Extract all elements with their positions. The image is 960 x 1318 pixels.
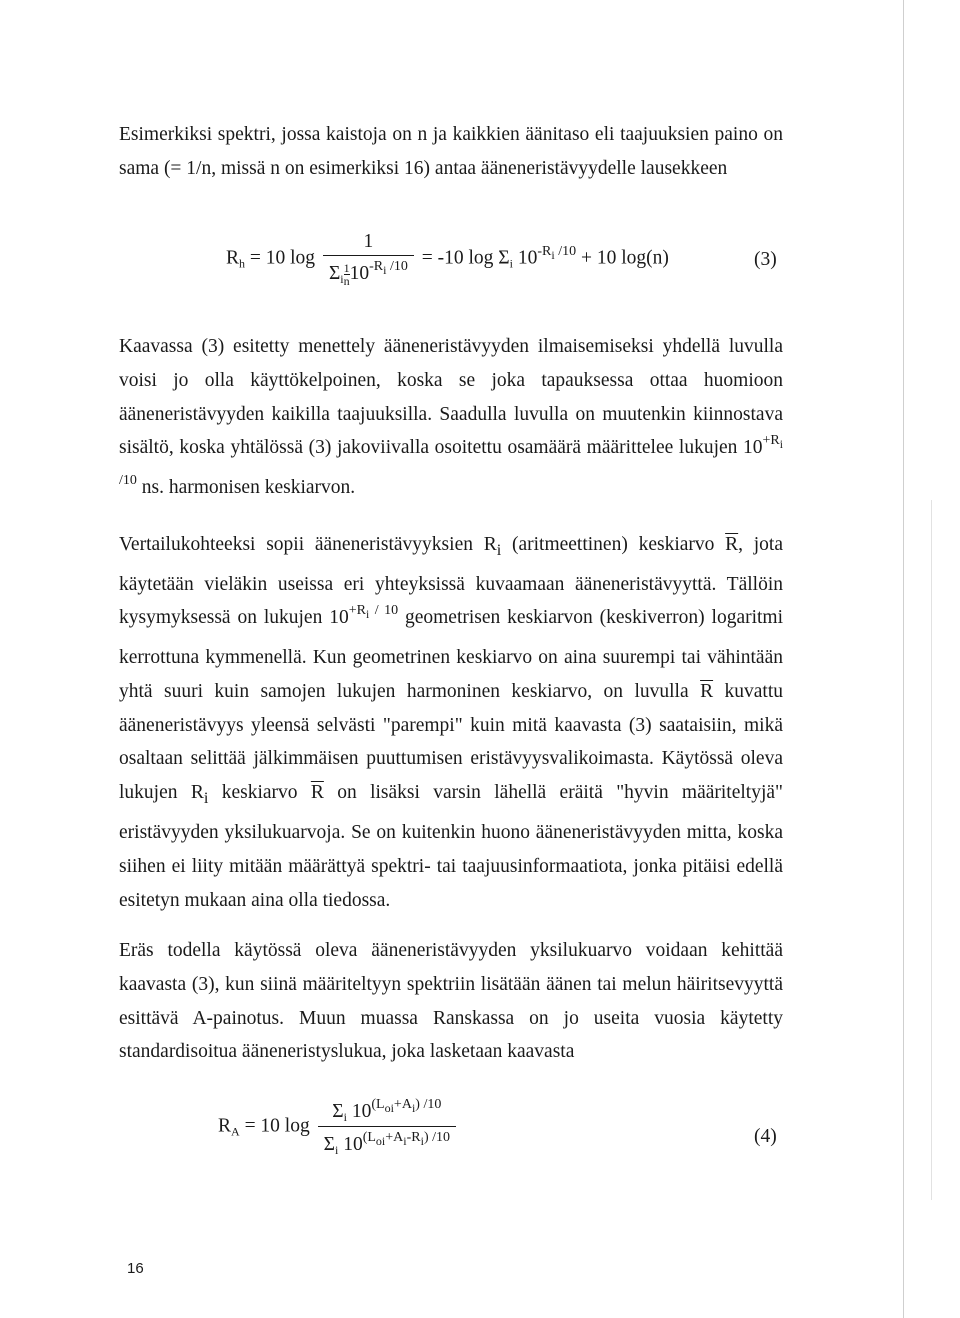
eq3-rhs-sum: Σ xyxy=(498,247,510,269)
eq4-denominator xyxy=(318,1126,456,1156)
power-text: +R xyxy=(348,603,366,619)
eq3-numerator: 1 xyxy=(363,231,374,252)
paragraph-text: Esimerkiksi spektri, jossa kaistoja on n ja kaikkien äänitaso eli taajuuksien paino on sama (= 1/n, missä n on esimerkiksi 16) antaa ääneneristävyydelle lausekkeen xyxy=(119,124,783,179)
power-sub: i xyxy=(779,438,783,452)
eq4-num-power-sub: oi xyxy=(384,1101,394,1115)
eq3-sum-symbol: Σ xyxy=(328,262,341,284)
r-bar: $\overline{R}$ xyxy=(310,782,324,804)
eq3-denominator xyxy=(323,255,414,287)
paragraph-text: Kaavassa (3) esitetty menettely ääneneristävyyden ilmaisemiseksi yhdellä luvulla voisi jo olla käyttökelpoinen, koska se joka tapauksessa ottaa huomioon ääneneristävyyden kaikilla taajuuksilla. Saadulla luvulla on muutenkin kiinnostava sisältö, koska yhtälössä (3) jakoviivalla osoitettu osamäärä määrittelee lukujen 10 xyxy=(119,336,783,459)
paragraph-text: geometrisen keskiarvon (keskiverron) logaritmi kerrottuna kymmenellä. Kun geometrinen keskiarvo on aina suurempi tai vähintään yhtä suuri kuin samojen lukujen harmoninen keskiarvo, on luvulla xyxy=(119,607,784,702)
eq4-den-power-tail: +A xyxy=(385,1130,404,1145)
eq3-lhs-sub: h xyxy=(239,256,246,271)
paragraph-1 xyxy=(119,118,783,186)
eq4-den-sum: Σ xyxy=(323,1134,335,1155)
eq3-sum-sub: i xyxy=(340,271,344,286)
equation-4 xyxy=(218,1098,459,1156)
eq3-den-base: 10 xyxy=(349,262,370,284)
paragraph-4 xyxy=(119,934,783,1069)
eq3-den-power-tail: /10 xyxy=(386,258,408,274)
subscript: i xyxy=(496,540,502,559)
eq3-fraction xyxy=(323,232,414,287)
eq3-rhs-power: -R xyxy=(537,243,552,259)
eq4-num-base: 10 xyxy=(346,1101,372,1122)
eq4-den-power-sub2: i xyxy=(403,1134,407,1148)
eq4-num-power-end: ) /10 xyxy=(415,1097,442,1112)
power-sub: i xyxy=(365,608,370,622)
paragraph-text: (aritmeettinen) keskiarvo xyxy=(501,534,726,555)
eq4-num-power-tail: +A xyxy=(393,1097,412,1112)
paragraph-2 xyxy=(119,330,783,507)
eq3-log: = 10 log xyxy=(245,247,316,269)
eq4-lhs: R xyxy=(218,1115,232,1137)
equation-3 xyxy=(226,232,669,287)
eq3-small-den: n xyxy=(343,273,350,288)
eq3-rhs-base: 10 xyxy=(513,247,538,269)
eq4-den-base: 10 xyxy=(338,1134,363,1155)
eq4-den-sum-sub: i xyxy=(334,1143,339,1157)
eq3-small-num: 1 xyxy=(343,260,350,275)
eq3-rhs-power-sub: i xyxy=(551,247,555,262)
eq3-den-power-sub: i xyxy=(383,262,387,277)
paragraph-3 xyxy=(119,528,783,917)
eq3-den-power: -R xyxy=(369,258,384,274)
page-edge-line xyxy=(903,0,904,1318)
page-number: 16 xyxy=(127,1260,144,1277)
paragraph-text: on lisäksi varsin lähellä eräitä "hyvin määriteltyjä" eristävyyden yksilukuarvoja. Se on kuitenkin huono ääneneristävyyden mitta, koska siihen ei liity mitään määrättyä spektri- tai taajuusinformaatiota, jonka pitäisi edellä esitetyn mukaan aina olla tiedossa. xyxy=(119,782,783,911)
r-bar: $\overline{R}$ xyxy=(725,534,739,555)
equation-4-number: (4) xyxy=(754,1126,777,1147)
eq3-rhs-log-n: + 10 log(n) xyxy=(576,247,669,269)
eq4-num-power: (L xyxy=(371,1097,385,1112)
eq3-lhs: R xyxy=(226,247,240,269)
power-text: +R xyxy=(762,433,780,449)
eq3-rhs-sum-sub: i xyxy=(509,256,513,271)
eq4-num-sum: Σ xyxy=(332,1101,344,1122)
eq4-den-power-sub3: i xyxy=(420,1134,424,1148)
paragraph-text: keskiarvo xyxy=(208,782,311,804)
eq4-num-sum-sub: i xyxy=(343,1110,347,1124)
eq4-log: = 10 log xyxy=(239,1115,310,1137)
eq4-lhs-sub: A xyxy=(231,1124,240,1139)
eq4-den-power: (L xyxy=(362,1130,376,1145)
eq4-num-power-sub2: i xyxy=(411,1101,416,1115)
eq4-numerator xyxy=(318,1098,456,1126)
paragraph-text: Eräs todella käytössä oleva ääneneristävyyden yksilukuarvo voidaan kehittää kaavasta (3), kun siinä määriteltyyn spektriin lisätään äänen tai melun häiritsevyyttä esittävä A-painotus. Muun muassa Ranskassa on jo useita vuosia käytetty standardisoitua ääneneristyslukua, joka lasketaan kaavasta xyxy=(119,940,783,1063)
eq4-fraction xyxy=(318,1098,456,1156)
equation-3-number: (3) xyxy=(754,249,777,270)
paragraph-text: ns. harmonisen keskiarvon. xyxy=(136,476,356,498)
r-bar: $\overline{R}$ xyxy=(700,680,714,702)
eq4-den-power-mid: -R xyxy=(406,1130,421,1145)
paragraph-text: kuvattu ääneneristävyys yleensä selvästi "parempi" kuin mitä kaavasta (3) saataisiin, mikä osaltaan selittää jälkimmäisen puuttumisen eristävyysvalikoimasta. Käytössä oleva lukujen R xyxy=(119,680,783,804)
eq4-den-power-sub: oi xyxy=(375,1134,386,1148)
subscript: i xyxy=(203,789,209,808)
eq4-den-power-end: ) /10 xyxy=(423,1130,451,1145)
eq3-rhs-power-tail: /10 xyxy=(554,243,577,259)
power-tail: / 10 xyxy=(369,603,399,619)
paragraph-text: , jota käytetään vieläkin useissa eri yhteyksissä kuvaamaan ääneneristävyyttä. Tällöin kysymyksessä on lukujen 10 xyxy=(119,534,783,629)
power-tail: /10 xyxy=(119,472,137,488)
eq3-rhs: = -10 log xyxy=(421,247,494,269)
paragraph-text: Vertailukohteeksi sopii ääneneristävyyksien R xyxy=(119,534,497,555)
page-edge-line xyxy=(931,500,932,1200)
